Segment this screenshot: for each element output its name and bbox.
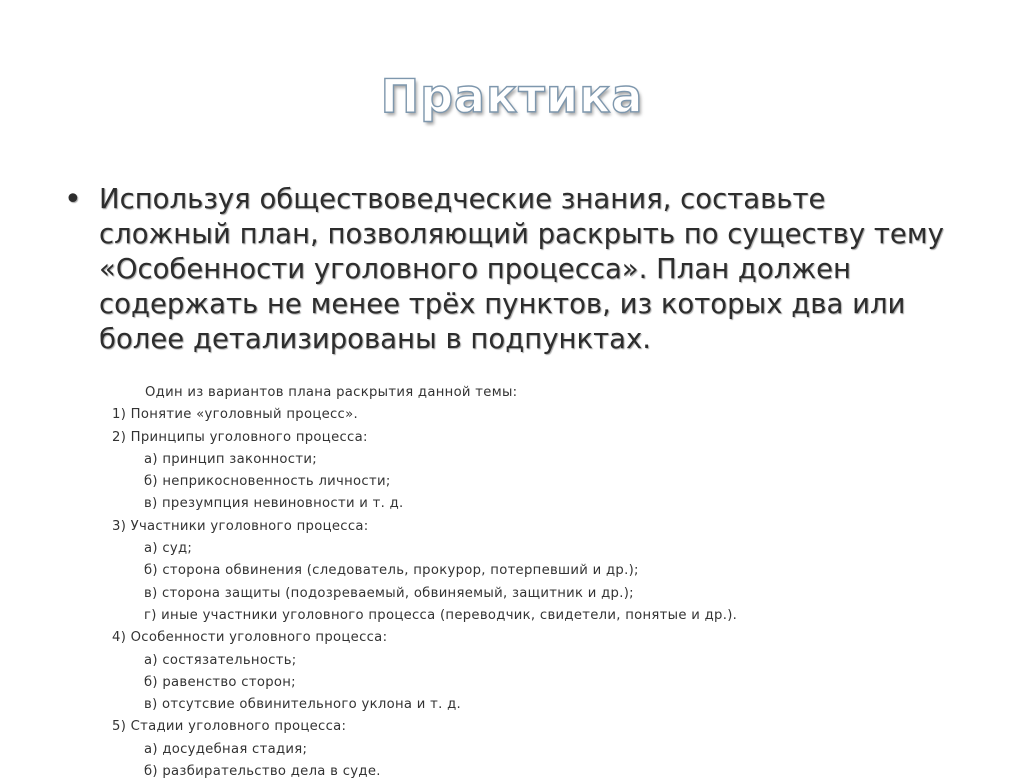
- plan-subitem: б) сторона обвинения (следователь, прокурор, потерпевший и др.);: [144, 563, 639, 579]
- plan-subitem: в) презумпция невиновности и т. д.: [144, 496, 404, 512]
- plan-subitem: а) состязательность;: [144, 652, 297, 668]
- plan-subitem: в) сторона защиты (подозреваемый, обвиняемый, защитник и др.);: [144, 585, 634, 601]
- answer-plan: [112, 382, 812, 783]
- plan-item: 3) Участники уголовного процесса:: [112, 518, 369, 534]
- plan-subitem: а) досудебная стадия;: [144, 741, 308, 757]
- plan-item: 1) Понятие «уголовный процесс».: [112, 407, 358, 423]
- slide-title: Практика: [380, 69, 644, 123]
- plan-subitem: б) равенство сторон;: [144, 674, 296, 690]
- plan-item: 2) Принципы уголовного процесса:: [112, 429, 368, 445]
- task-bullet: [64, 182, 964, 357]
- plan-item: 4) Особенности уголовного процесса:: [112, 630, 388, 646]
- bullet-icon: •: [64, 182, 82, 217]
- plan-subitem: б) неприкосновенность личности;: [144, 474, 391, 490]
- plan-subitem: а) суд;: [144, 541, 193, 557]
- plan-intro: Один из вариантов плана раскрытия данной темы:: [145, 385, 518, 400]
- plan-subitem: г) иные участники уголовного процесса (переводчик, свидетели, понятые и др.).: [144, 607, 738, 623]
- plan-subitem: в) отсутсвие обвинительного уклона и т. д.: [144, 697, 462, 713]
- task-text: Используя обществоведческие знания, составьте сложный план, позволяющий раскрыть по существу тему «Особенности уголовного процесса». План должен содержать не менее трёх пунктов, из которых два или более детализированы в подпунктах.: [99, 183, 944, 355]
- plan-item: 5) Стадии уголовного процесса:: [112, 719, 347, 735]
- plan-subitem: б) разбирательство дела в суде.: [144, 764, 381, 780]
- plan-subitem: а) принцип законности;: [144, 451, 317, 467]
